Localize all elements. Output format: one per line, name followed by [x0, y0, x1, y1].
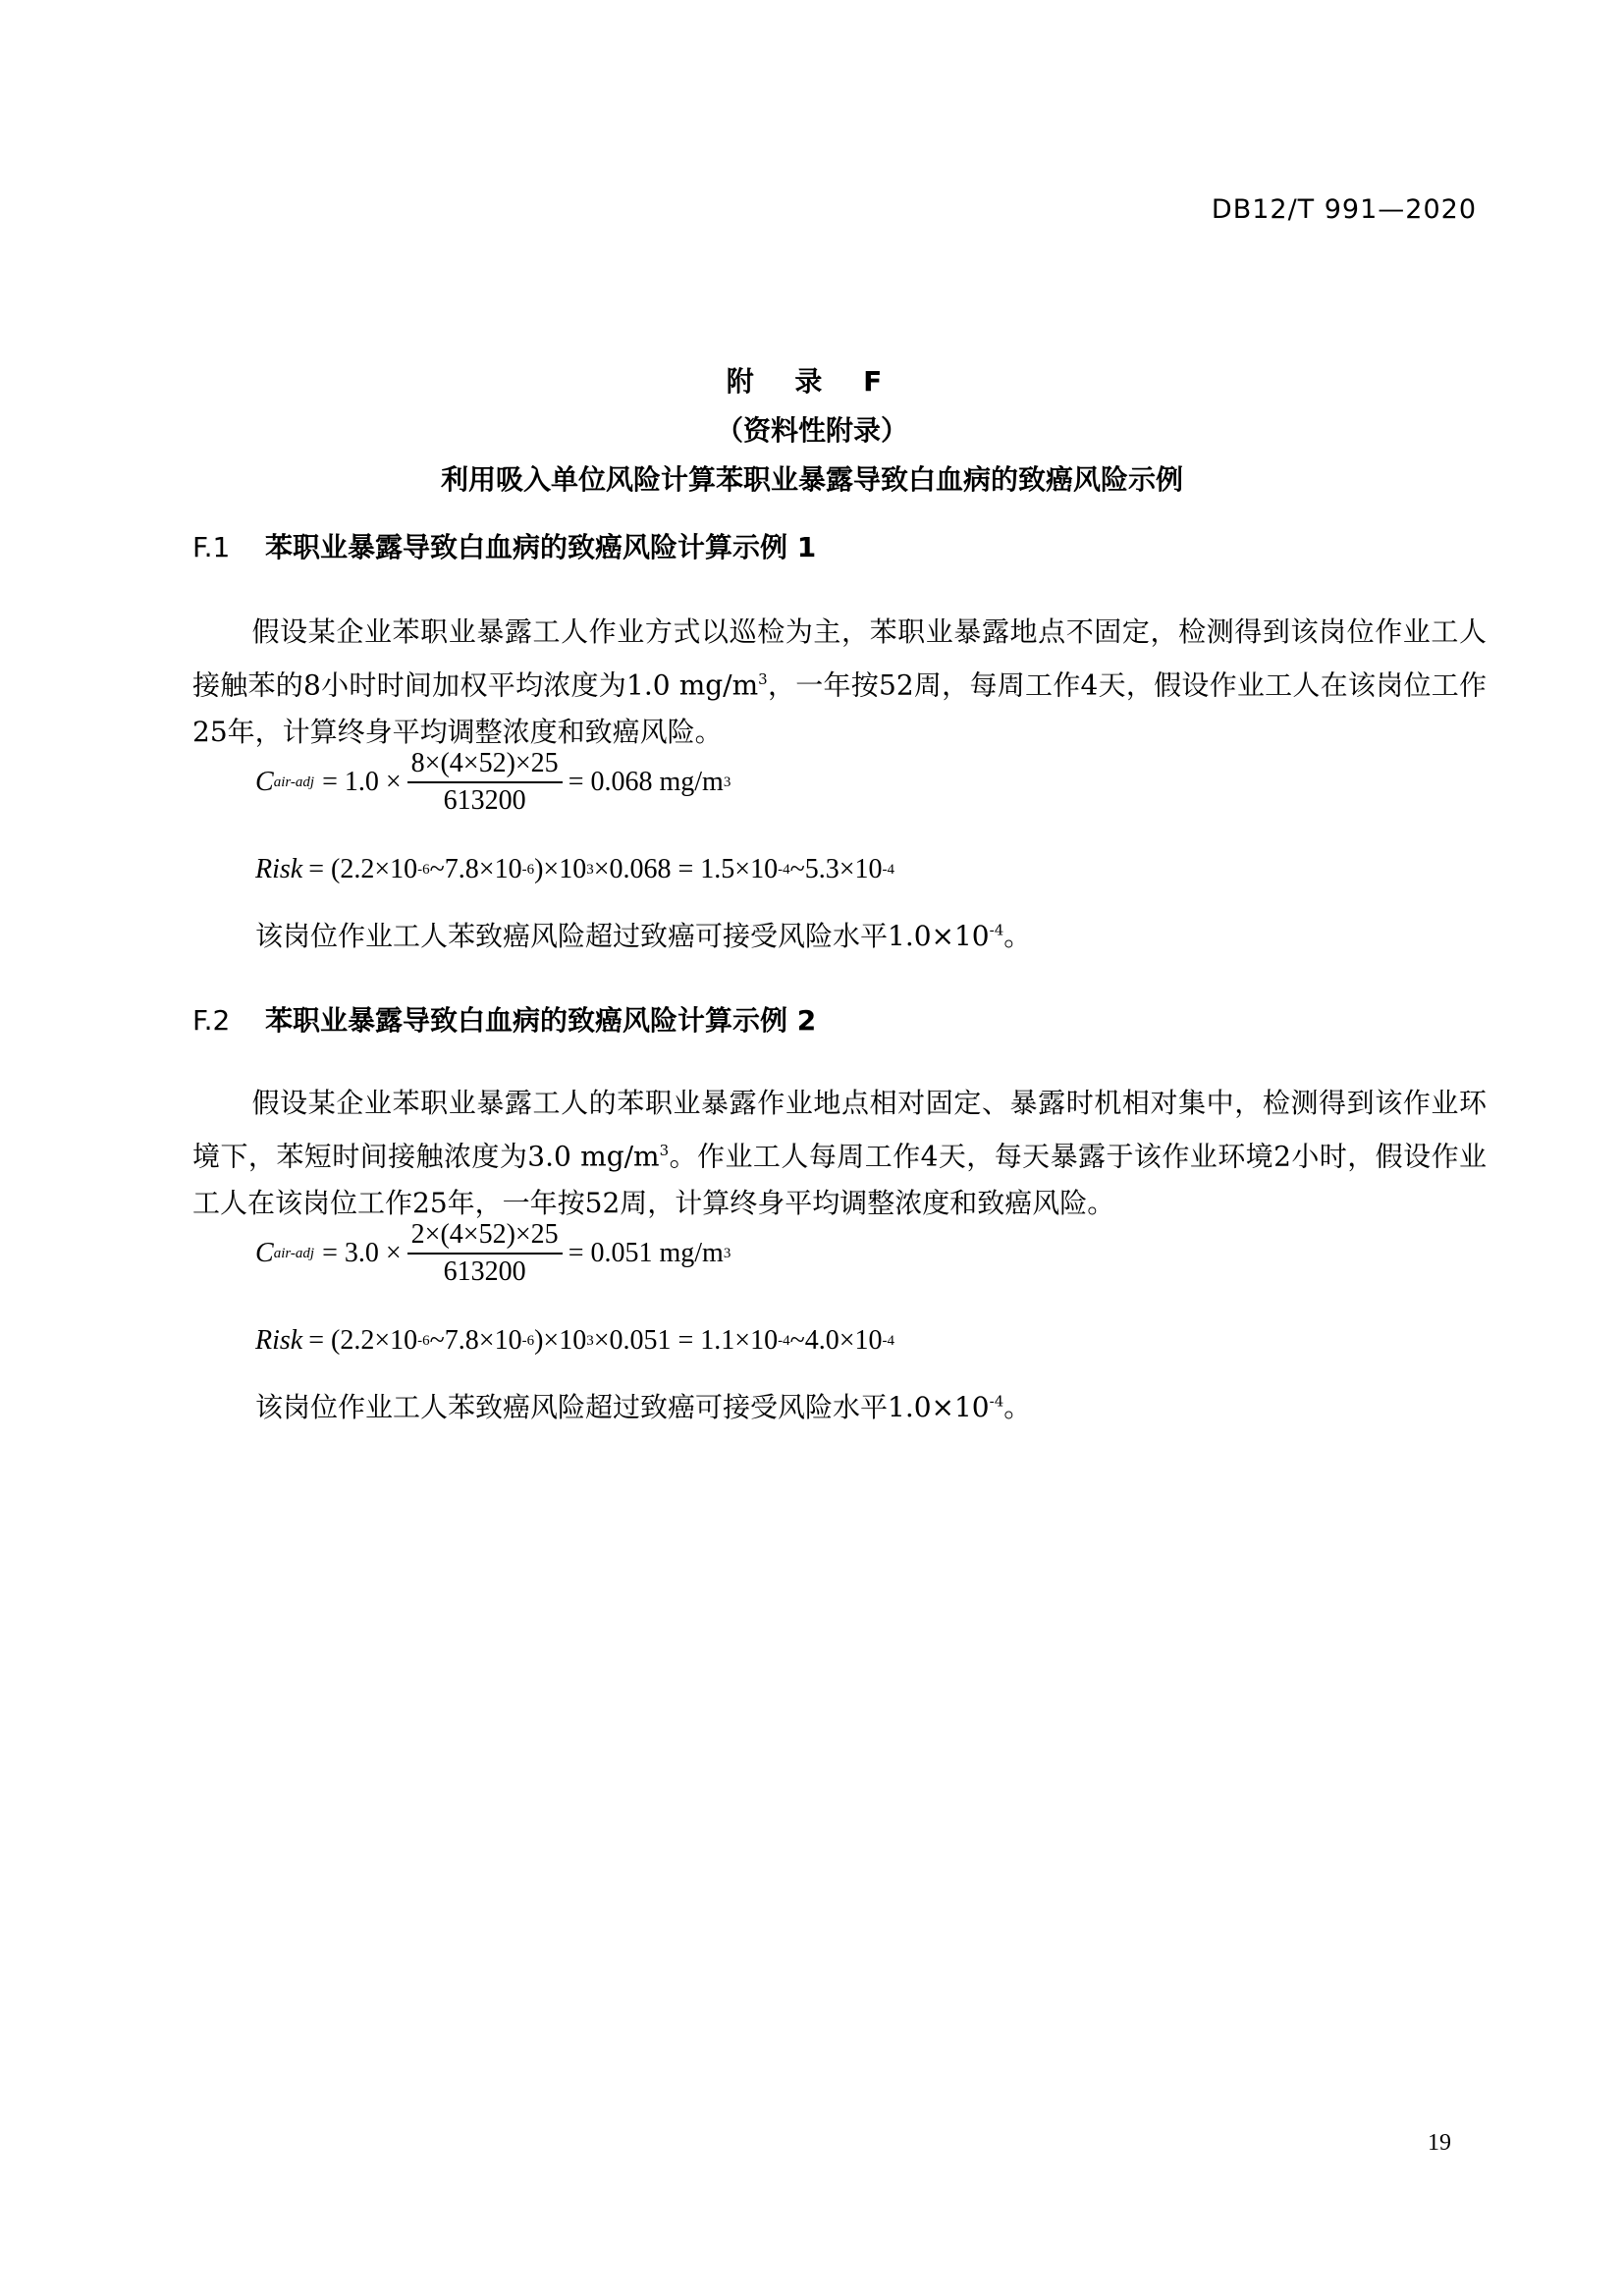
- section-heading-f2: [192, 999, 816, 1039]
- exponent: 3: [586, 861, 594, 878]
- paragraph-text: 假设某企业苯职业暴露工人的苯职业暴露作业地点相对固定、暴露时机相对集中，检测得到该作业环境下，苯短时间接触浓度为3.0 mg/m: [192, 1087, 1487, 1173]
- formula-subscript: air-adj: [273, 774, 315, 790]
- exponent: -4: [989, 1392, 1004, 1411]
- exponent: -6: [417, 861, 430, 878]
- formula-text: = (2.2×10: [308, 854, 418, 884]
- formula-text: )×10: [534, 1325, 587, 1356]
- fraction-denominator: 613200: [443, 1256, 526, 1287]
- conclusion-text: 该岗位作业工人苯致癌风险超过致癌可接受风险水平1.0×10: [255, 1391, 990, 1423]
- formula-text: = 1.0 ×: [322, 767, 402, 797]
- exponent: -4: [989, 921, 1004, 939]
- fraction: [407, 1219, 563, 1288]
- formula-risk-f2: [255, 1325, 894, 1357]
- formula-text: ~4.0×10: [789, 1325, 883, 1356]
- conclusion-f2: [255, 1386, 1031, 1425]
- formula-text: ~7.8×10: [429, 854, 522, 884]
- appendix-title: [0, 357, 1624, 505]
- section-title: 苯职业暴露导致白血病的致癌风险计算示例 1: [265, 531, 817, 563]
- formula-text: ~5.3×10: [789, 854, 883, 884]
- formula-text: ×0.051 = 1.1×10: [593, 1325, 779, 1356]
- exponent: -6: [521, 861, 535, 878]
- exponent: -4: [778, 1332, 790, 1349]
- formula-symbol: C: [255, 1238, 274, 1268]
- formula-concentration-f2: [255, 1219, 731, 1288]
- formula-text: ×0.068 = 1.5×10: [593, 854, 779, 884]
- formula-concentration-f1: [255, 748, 731, 817]
- formula-text: = (2.2×10: [308, 1325, 418, 1356]
- appendix-type: （资料性附录）: [715, 414, 908, 447]
- paragraph-f2: [192, 1080, 1487, 1227]
- formula-subscript: air-adj: [273, 1245, 315, 1261]
- fraction: [407, 748, 563, 817]
- conclusion-f1: [255, 915, 1031, 954]
- appendix-label: 附 录 F: [726, 365, 898, 398]
- conclusion-text: 。: [1003, 1391, 1032, 1423]
- fraction-numerator: 2×(4×52)×25: [407, 1219, 563, 1255]
- fraction-denominator: 613200: [443, 785, 526, 816]
- paragraph-text: 假设某企业苯职业暴露工人作业方式以巡检为主，苯职业暴露地点不固定，检测得到该岗位作业工人接触苯的8小时时间加权平均浓度为1.0 mg/m: [192, 615, 1487, 702]
- paragraph-f1: [192, 609, 1487, 756]
- formula-symbol: Risk: [255, 1325, 303, 1356]
- page-number: 19: [1428, 2130, 1451, 2156]
- paragraph-text: 。作业工人每周工作4天，每天暴露于该作业环境2小时，假设作业工人在该岗位工作25年，一年按52周，计算终身平均调整浓度和致癌风险。: [192, 1140, 1488, 1220]
- formula-symbol: Risk: [255, 854, 303, 884]
- appendix-heading: 利用吸入单位风险计算苯职业暴露导致白血病的致癌风险示例: [440, 463, 1183, 496]
- fraction-numerator: 8×(4×52)×25: [407, 748, 563, 783]
- formula-text: )×10: [534, 854, 587, 884]
- formula-text: = 3.0 ×: [322, 1238, 402, 1268]
- formula-result: = 0.051 mg/m: [568, 1238, 724, 1268]
- superscript: 3: [659, 1142, 670, 1159]
- formula-result: = 0.068 mg/m: [568, 767, 724, 797]
- document-code: DB12/T 991—2020: [1211, 194, 1477, 225]
- exponent: -6: [417, 1332, 430, 1349]
- section-number: F.2: [192, 1004, 231, 1037]
- formula-text: ~7.8×10: [429, 1325, 522, 1356]
- exponent: 3: [586, 1332, 594, 1349]
- section-number: F.1: [192, 531, 231, 563]
- formula-risk-f1: [255, 854, 894, 885]
- paragraph-text: ，一年按52周，每周工作4天，假设作业工人在该岗位工作25年，计算终身平均调整浓度和致癌风险。: [192, 668, 1487, 749]
- superscript: 3: [723, 774, 731, 790]
- superscript: 3: [723, 1245, 731, 1261]
- conclusion-text: 该岗位作业工人苯致癌风险超过致癌可接受风险水平1.0×10: [255, 920, 990, 952]
- exponent: -6: [521, 1332, 535, 1349]
- exponent: -4: [882, 1332, 895, 1349]
- section-title: 苯职业暴露导致白血病的致癌风险计算示例 2: [265, 1004, 817, 1037]
- exponent: -4: [882, 861, 895, 878]
- conclusion-text: 。: [1003, 920, 1032, 952]
- exponent: -4: [778, 861, 790, 878]
- section-heading-f1: [192, 526, 816, 565]
- formula-symbol: C: [255, 767, 274, 797]
- superscript: 3: [758, 670, 768, 688]
